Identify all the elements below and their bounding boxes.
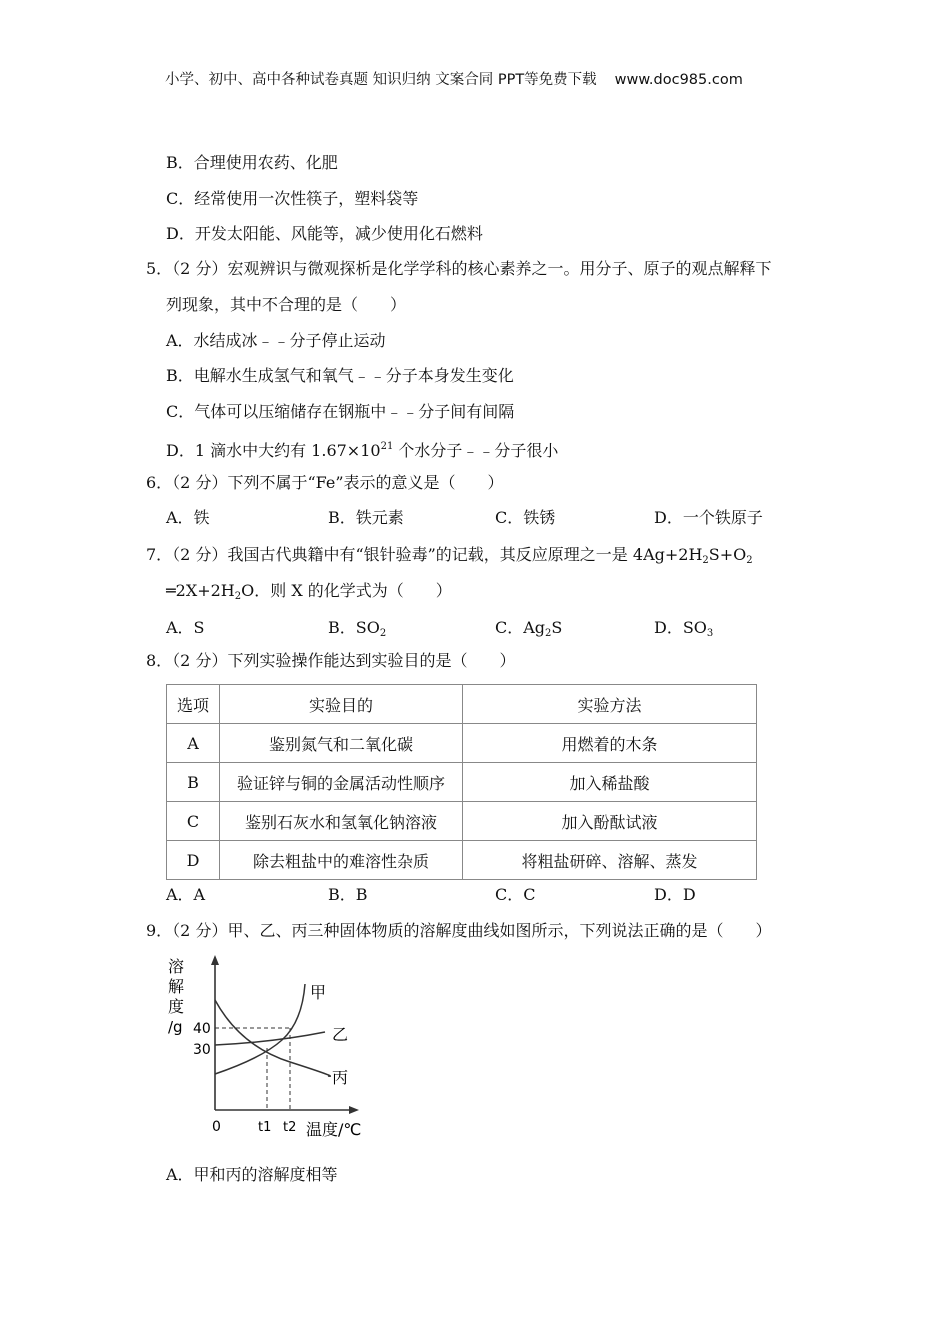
q7-option-b-pre: B．SO <box>328 618 380 637</box>
curve-bing <box>215 1000 330 1076</box>
ylabel-char: 度 <box>168 997 185 1016</box>
xlabel: 温度/℃ <box>306 1120 362 1139</box>
ylabel-char: /g <box>168 1018 183 1036</box>
q7-stem-2a: ═2X+2H <box>166 581 235 600</box>
q6-option-b[interactable]: B．铁元素 <box>328 508 404 527</box>
origin-label: 0 <box>212 1119 221 1135</box>
label-yi: 乙 <box>332 1025 349 1044</box>
tick-30: 30 <box>193 1042 211 1058</box>
q7-stem-2c: O．则 X 的化学式为（ ） <box>241 581 452 600</box>
q4-option-d[interactable]: D．开发太阳能、风能等，减少使用化石燃料 <box>166 224 483 243</box>
q6-option-d[interactable]: D．一个铁原子 <box>654 508 763 527</box>
y-axis-arrow <box>211 955 219 965</box>
q5-stem-line1: 5．（2 分）宏观辨识与微观探析是化学学科的核心素养之一。用分子、原子的观点解释下 <box>146 259 772 278</box>
q5-option-d[interactable] <box>166 436 558 462</box>
q6-stem: 6．（2 分）下列不属于“Fe”表示的意义是（ ） <box>146 473 504 492</box>
q5-option-d-post: 个水分子﹣﹣分子很小 <box>393 441 559 460</box>
q7-stem-1a: 7．（2 分）我国古代典籍中有“银针验毒”的记载，其反应原理之一是 4Ag+2H <box>146 545 703 564</box>
q7-option-c-post: S <box>551 618 563 637</box>
q7-stem-line2 <box>166 580 452 608</box>
ylabel-char: 溶 <box>168 957 185 976</box>
q7-option-b[interactable] <box>328 617 386 645</box>
q7-option-c-pre: C．Ag <box>495 618 546 637</box>
table-cell: C <box>167 802 220 841</box>
q7-option-a[interactable]: A．S <box>166 618 205 637</box>
tick-t1: t1 <box>258 1120 272 1135</box>
q7-option-c-sub: 2 <box>545 628 552 639</box>
q7-option-d-pre: D．SO <box>654 618 707 637</box>
solubility-graph <box>160 950 380 1145</box>
table-row <box>167 763 757 802</box>
table-header-cell: 选项 <box>167 685 220 724</box>
q7-stem-2b: 2 <box>234 591 242 602</box>
q7-option-b-sub: 2 <box>379 628 387 639</box>
q8-table <box>166 684 757 880</box>
q6-option-a[interactable]: A．铁 <box>166 508 210 527</box>
table-row <box>167 802 757 841</box>
curve-yi <box>215 1032 325 1045</box>
tick-t2: t2 <box>283 1120 297 1135</box>
table-cell: 用燃着的木条 <box>463 724 757 763</box>
table-cell: 除去粗盐中的难溶性杂质 <box>220 841 463 880</box>
q8-option-d[interactable]: D．D <box>654 885 696 904</box>
table-cell: 鉴别石灰水和氢氧化钠溶液 <box>220 802 463 841</box>
table-cell: 将粗盐研碎、溶解、蒸发 <box>463 841 757 880</box>
table-cell: A <box>167 724 220 763</box>
table-cell: B <box>167 763 220 802</box>
table-cell: D <box>167 841 220 880</box>
q7-stem-1d: 2 <box>746 555 753 566</box>
q5-option-a[interactable]: A．水结成冰﹣﹣分子停止运动 <box>166 331 386 350</box>
q7-option-d[interactable] <box>654 617 713 645</box>
x-axis-arrow <box>349 1106 359 1114</box>
q8-option-a[interactable]: A．A <box>166 885 206 904</box>
q5-option-c[interactable]: C．气体可以压缩储存在钢瓶中﹣﹣分子间有间隔 <box>166 402 515 421</box>
q7-stem-1c: S+O <box>708 545 747 564</box>
tick-40: 40 <box>193 1021 211 1037</box>
q9-option-a[interactable]: A．甲和丙的溶解度相等 <box>166 1165 338 1184</box>
q7-stem-line1 <box>146 544 753 572</box>
table-header-cell: 实验目的 <box>220 685 463 724</box>
q7-option-d-sub: 3 <box>706 628 714 639</box>
q4-option-b[interactable]: B．合理使用农药、化肥 <box>166 153 338 172</box>
q4-option-c[interactable]: C．经常使用一次性筷子，塑料袋等 <box>166 189 419 208</box>
table-row <box>167 841 757 880</box>
table-row <box>167 724 757 763</box>
q8-option-c[interactable]: C．C <box>495 885 536 904</box>
q6-option-c[interactable]: C．铁锈 <box>495 508 556 527</box>
q5-option-b[interactable]: B．电解水生成氢气和氧气﹣﹣分子本身发生变化 <box>166 366 514 385</box>
q8-option-b[interactable]: B．B <box>328 885 368 904</box>
label-bing: 丙 <box>332 1068 349 1087</box>
q5-stem-line2: 列现象，其中不合理的是（ ） <box>166 295 407 314</box>
table-header-cell: 实验方法 <box>463 685 757 724</box>
curve-jia <box>215 984 305 1074</box>
table-cell: 加入酚酞试液 <box>463 802 757 841</box>
table-cell: 鉴别氮气和二氧化碳 <box>220 724 463 763</box>
ylabel-char: 解 <box>168 977 185 996</box>
page-header <box>165 68 743 89</box>
q5-option-d-sup: 21 <box>380 441 394 452</box>
table-cell: 加入稀盐酸 <box>463 763 757 802</box>
q8-stem: 8．（2 分）下列实验操作能达到实验目的是（ ） <box>146 651 516 670</box>
q5-option-d-pre: D．1 滴水中大约有 1.67×10 <box>166 441 381 460</box>
table-header-row <box>167 685 757 724</box>
header-url: www.doc985.com <box>614 72 743 88</box>
q9-stem: 9．（2 分）甲、乙、丙三种固体物质的溶解度曲线如图所示，下列说法正确的是（ ） <box>146 921 772 940</box>
q7-stem-1b: 2 <box>702 555 709 566</box>
q7-option-c[interactable] <box>495 617 562 645</box>
label-jia: 甲 <box>310 983 327 1002</box>
table-cell: 验证锌与铜的金属活动性顺序 <box>220 763 463 802</box>
header-text: 小学、初中、高中各种试卷真题 知识归纳 文案合同 PPT等免费下载 <box>165 72 597 88</box>
